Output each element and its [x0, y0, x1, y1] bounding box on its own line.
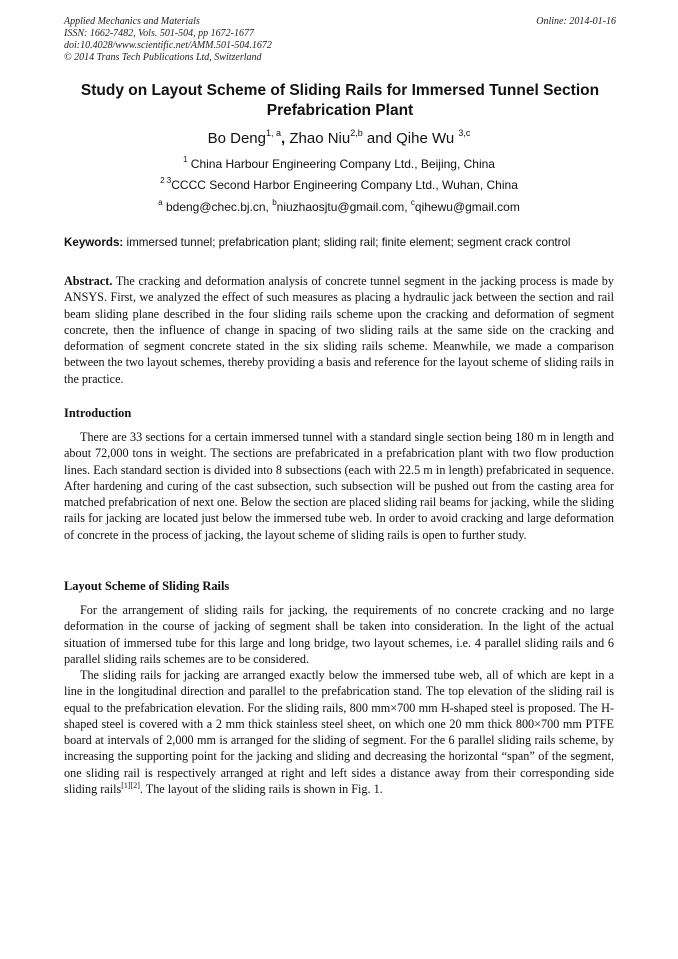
affiliation-2	[0, 178, 678, 193]
author-name: Qihe Wu	[396, 130, 455, 147]
keywords-text: immersed tunnel; prefabrication plant; sliding rail; finite element; segment crack control	[123, 236, 571, 249]
author-emails	[0, 200, 678, 215]
author-separator: ,	[281, 130, 290, 147]
online-date: Online: 2014-01-16	[536, 16, 616, 27]
journal-name: Applied Mechanics and Materials	[64, 16, 200, 27]
author-name: Zhao Niu	[289, 130, 351, 147]
author-affiliation-mark: 2,b	[350, 128, 363, 138]
author-separator: and	[362, 130, 397, 147]
affiliation-text: CCCC Second Harbor Engineering Company Ltd., Wuhan, China	[171, 178, 518, 192]
citation-ref[interactable]: [1][2]	[121, 781, 140, 791]
abstract-label: Abstract.	[64, 274, 113, 288]
author-name: Bo Deng	[207, 130, 266, 147]
journal-copyright: © 2014 Trans Tech Publications Ltd, Switzerland	[64, 52, 262, 63]
email-c: qihewu@gmail.com	[414, 200, 520, 214]
layout-scheme-paragraph-2	[64, 667, 614, 797]
email-mark: a	[158, 198, 163, 207]
affiliation-1	[0, 157, 678, 172]
paper-title: Study on Layout Scheme of Sliding Rails for Immersed Tunnel Section Prefabrication Plant	[80, 82, 600, 119]
email-mark: c	[410, 198, 415, 207]
paragraph-text: The sliding rails for jacking are arranged exactly below the immersed tube web, all of which are kept in a line in the longitudinal direction and parallel to the prefabrication stand. The top elevation of the sliding rail is equal to the prefabrication elevation. For the sliding rails, 800 mm×700 mm H-shaped steel is proposed. The H-shaped steel is covered with a 2 mm thick stainless steel sheet, on which one 20 mm thick 800×700 mm PTFE board at intervals of 2,000 mm is arranged for the sliding of segment. For the 6 parallel sliding rails scheme, by increasing the supporting point for the jacking and sliding and decreasing the horizontal “span” of the segment, one sliding rail is respectively arranged at right and left sides a distance away from their corresponding side sliding rails	[64, 668, 614, 797]
journal-header	[64, 16, 616, 64]
email-b: niuzhaosjtu@gmail.com,	[276, 200, 411, 214]
author-affiliation-mark: 3,c	[458, 128, 471, 138]
affiliation-mark: 1	[183, 155, 188, 164]
journal-doi: doi:10.4028/www.scientific.net/AMM.501-504.1672	[64, 40, 272, 51]
affiliation-text: China Harbour Engineering Company Ltd., Beijing, China	[190, 157, 495, 171]
author-affiliation-mark: 1, a	[265, 128, 281, 138]
abstract-text: The cracking and deformation analysis of concrete tunnel segment in the jacking process is made by ANSYS. First, we analyzed the effect of such measures as placing a hydraulic jack between the section and rail beam sliding plane described in the four sliding rails scheme upon the cracking and deformation of segment concrete, then the influence of change in spacing of two sliding rails at the same side on the cracking and deformation of segment concrete stated in the six sliding rails scheme. Meanwhile, we made a comparison between the two layout schemes, thereby providing a basis and reference for the layout scheme of sliding rails in the practice.	[64, 274, 614, 386]
keywords	[64, 235, 624, 250]
abstract	[64, 273, 614, 387]
introduction-heading: Introduction	[64, 406, 132, 420]
paragraph-text-end: . The layout of the sliding rails is shown in Fig. 1.	[139, 782, 383, 797]
email-mark: b	[272, 198, 277, 207]
email-a: bdeng@chec.bj.cn,	[165, 200, 273, 214]
author-list	[0, 129, 678, 149]
affiliation-mark: 2 3	[160, 176, 172, 185]
layout-scheme-paragraph-1: For the arrangement of sliding rails for jacking, the requirements of no concrete cracking and no large deformation in the course of jacking of segment shall be taken into consideration. In the light of the actual situation of immersed tube for this large and long bridge, two layout schemes, i.e. 4 parallel sliding rails and 6 parallel sliding rails schemes are to be considered.	[64, 603, 614, 666]
layout-scheme-heading: Layout Scheme of Sliding Rails	[64, 579, 230, 593]
journal-issn: ISSN: 1662-7482, Vols. 501-504, pp 1672-1677	[64, 28, 254, 39]
keywords-label: Keywords:	[64, 236, 124, 249]
introduction-paragraph: There are 33 sections for a certain immersed tunnel with a standard single section being 180 m in length and about 72,000 tons in weight. The sections are prefabricated in a prefabrication plant with two flow production lines. Each standard section is divided into 8 subsections (each with 22.5 m in length) prefabricated in sequence. After hardening and curing of the cast subsection, such subsection will be pushed out from the casting area for matched prefabrication of next one. Below the section are placed sliding rail beams for jacking, while the sliding rails for jacking are located just below the immersed tube web. In order to avoid cracking and large deformation of concrete in the process of jacking, the layout scheme of sliding rails is open to further study.	[64, 430, 614, 542]
